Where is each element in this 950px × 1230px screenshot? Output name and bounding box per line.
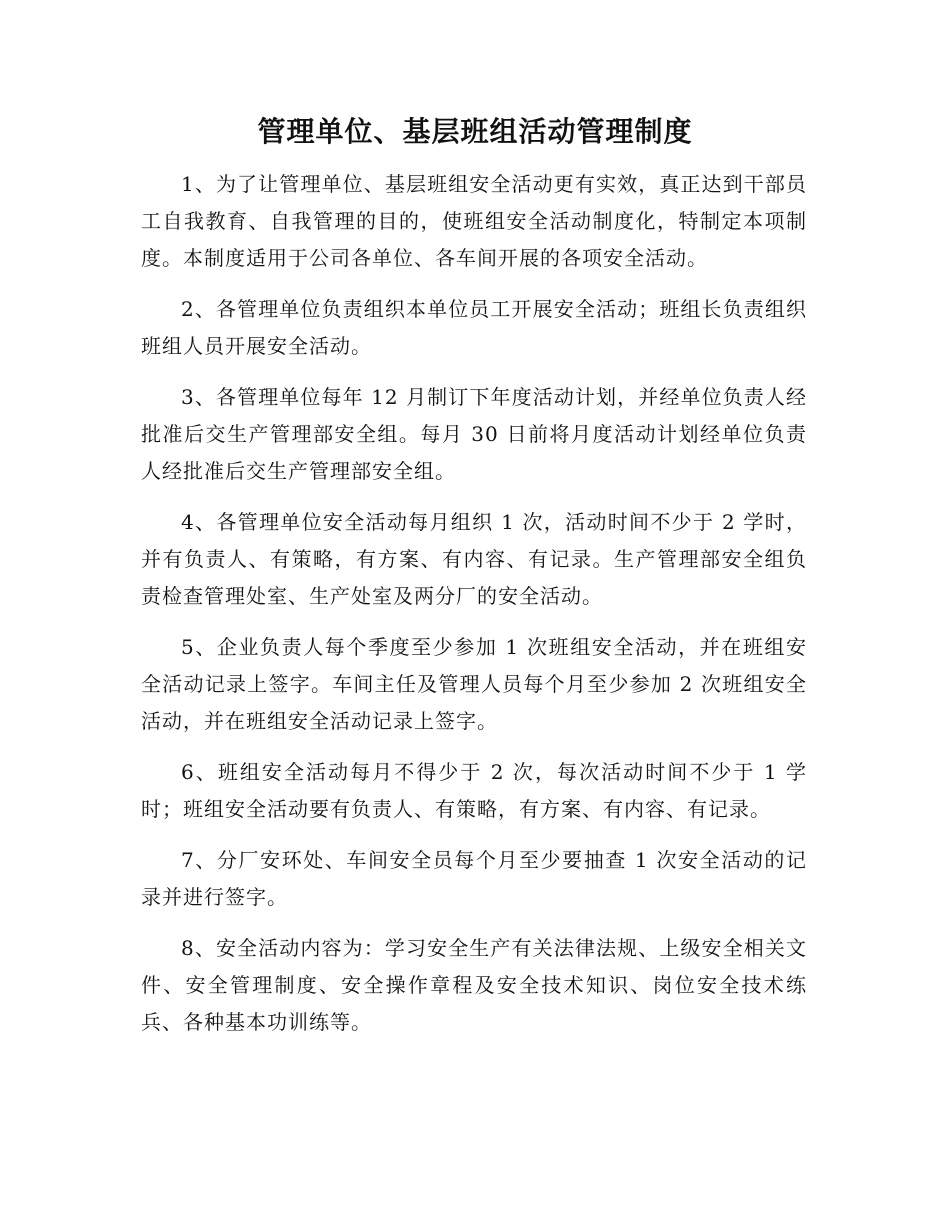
- paragraph-6: 6、班组安全活动每月不得少于 2 次，每次活动时间不少于 1 学时；班组安全活动要有负责人、有策略，有方案、有内容、有记录。: [141, 760, 807, 821]
- paragraph-3: 3、各管理单位每年 12 月制订下年度活动计划，并经单位负责人经批准后交生产管理部安全组。每月 30 日前将月度活动计划经单位负责人经批准后交生产管理部安全组。: [141, 385, 807, 483]
- paragraph-2: 2、各管理单位负责组织本单位员工开展安全活动；班组长负责组织班组人员开展安全活动。: [141, 297, 807, 358]
- document-body: [141, 166, 807, 1041]
- document-title: 管理单位、基层班组活动管理制度: [257, 115, 693, 148]
- paragraph-7: 7、分厂安环处、车间安全员每个月至少要抽查 1 次安全活动的记录并进行签字。: [141, 848, 807, 909]
- paragraph-8: 8、安全活动内容为：学习安全生产有关法律法规、上级安全相关文件、安全管理制度、安全操作章程及安全技术知识、岗位安全技术练兵、各种基本功训练等。: [141, 936, 807, 1034]
- paragraph-4: 4、各管理单位安全活动每月组织 1 次，活动时间不少于 2 学时，并有负责人、有策略，有方案、有内容、有记录。生产管理部安全组负责检查管理处室、生产处室及两分厂的安全活动。: [141, 510, 807, 608]
- paragraph-1: 1、为了让管理单位、基层班组安全活动更有实效，真正达到干部员工自我教育、自我管理的目的，使班组安全活动制度化，特制定本项制度。本制度适用于公司各单位、各车间开展的各项安全活动。: [141, 172, 807, 270]
- paragraph-5: 5、企业负责人每个季度至少参加 1 次班组安全活动，并在班组安全活动记录上签字。车间主任及管理人员每个月至少参加 2 次班组安全活动，并在班组安全活动记录上签字。: [141, 635, 807, 733]
